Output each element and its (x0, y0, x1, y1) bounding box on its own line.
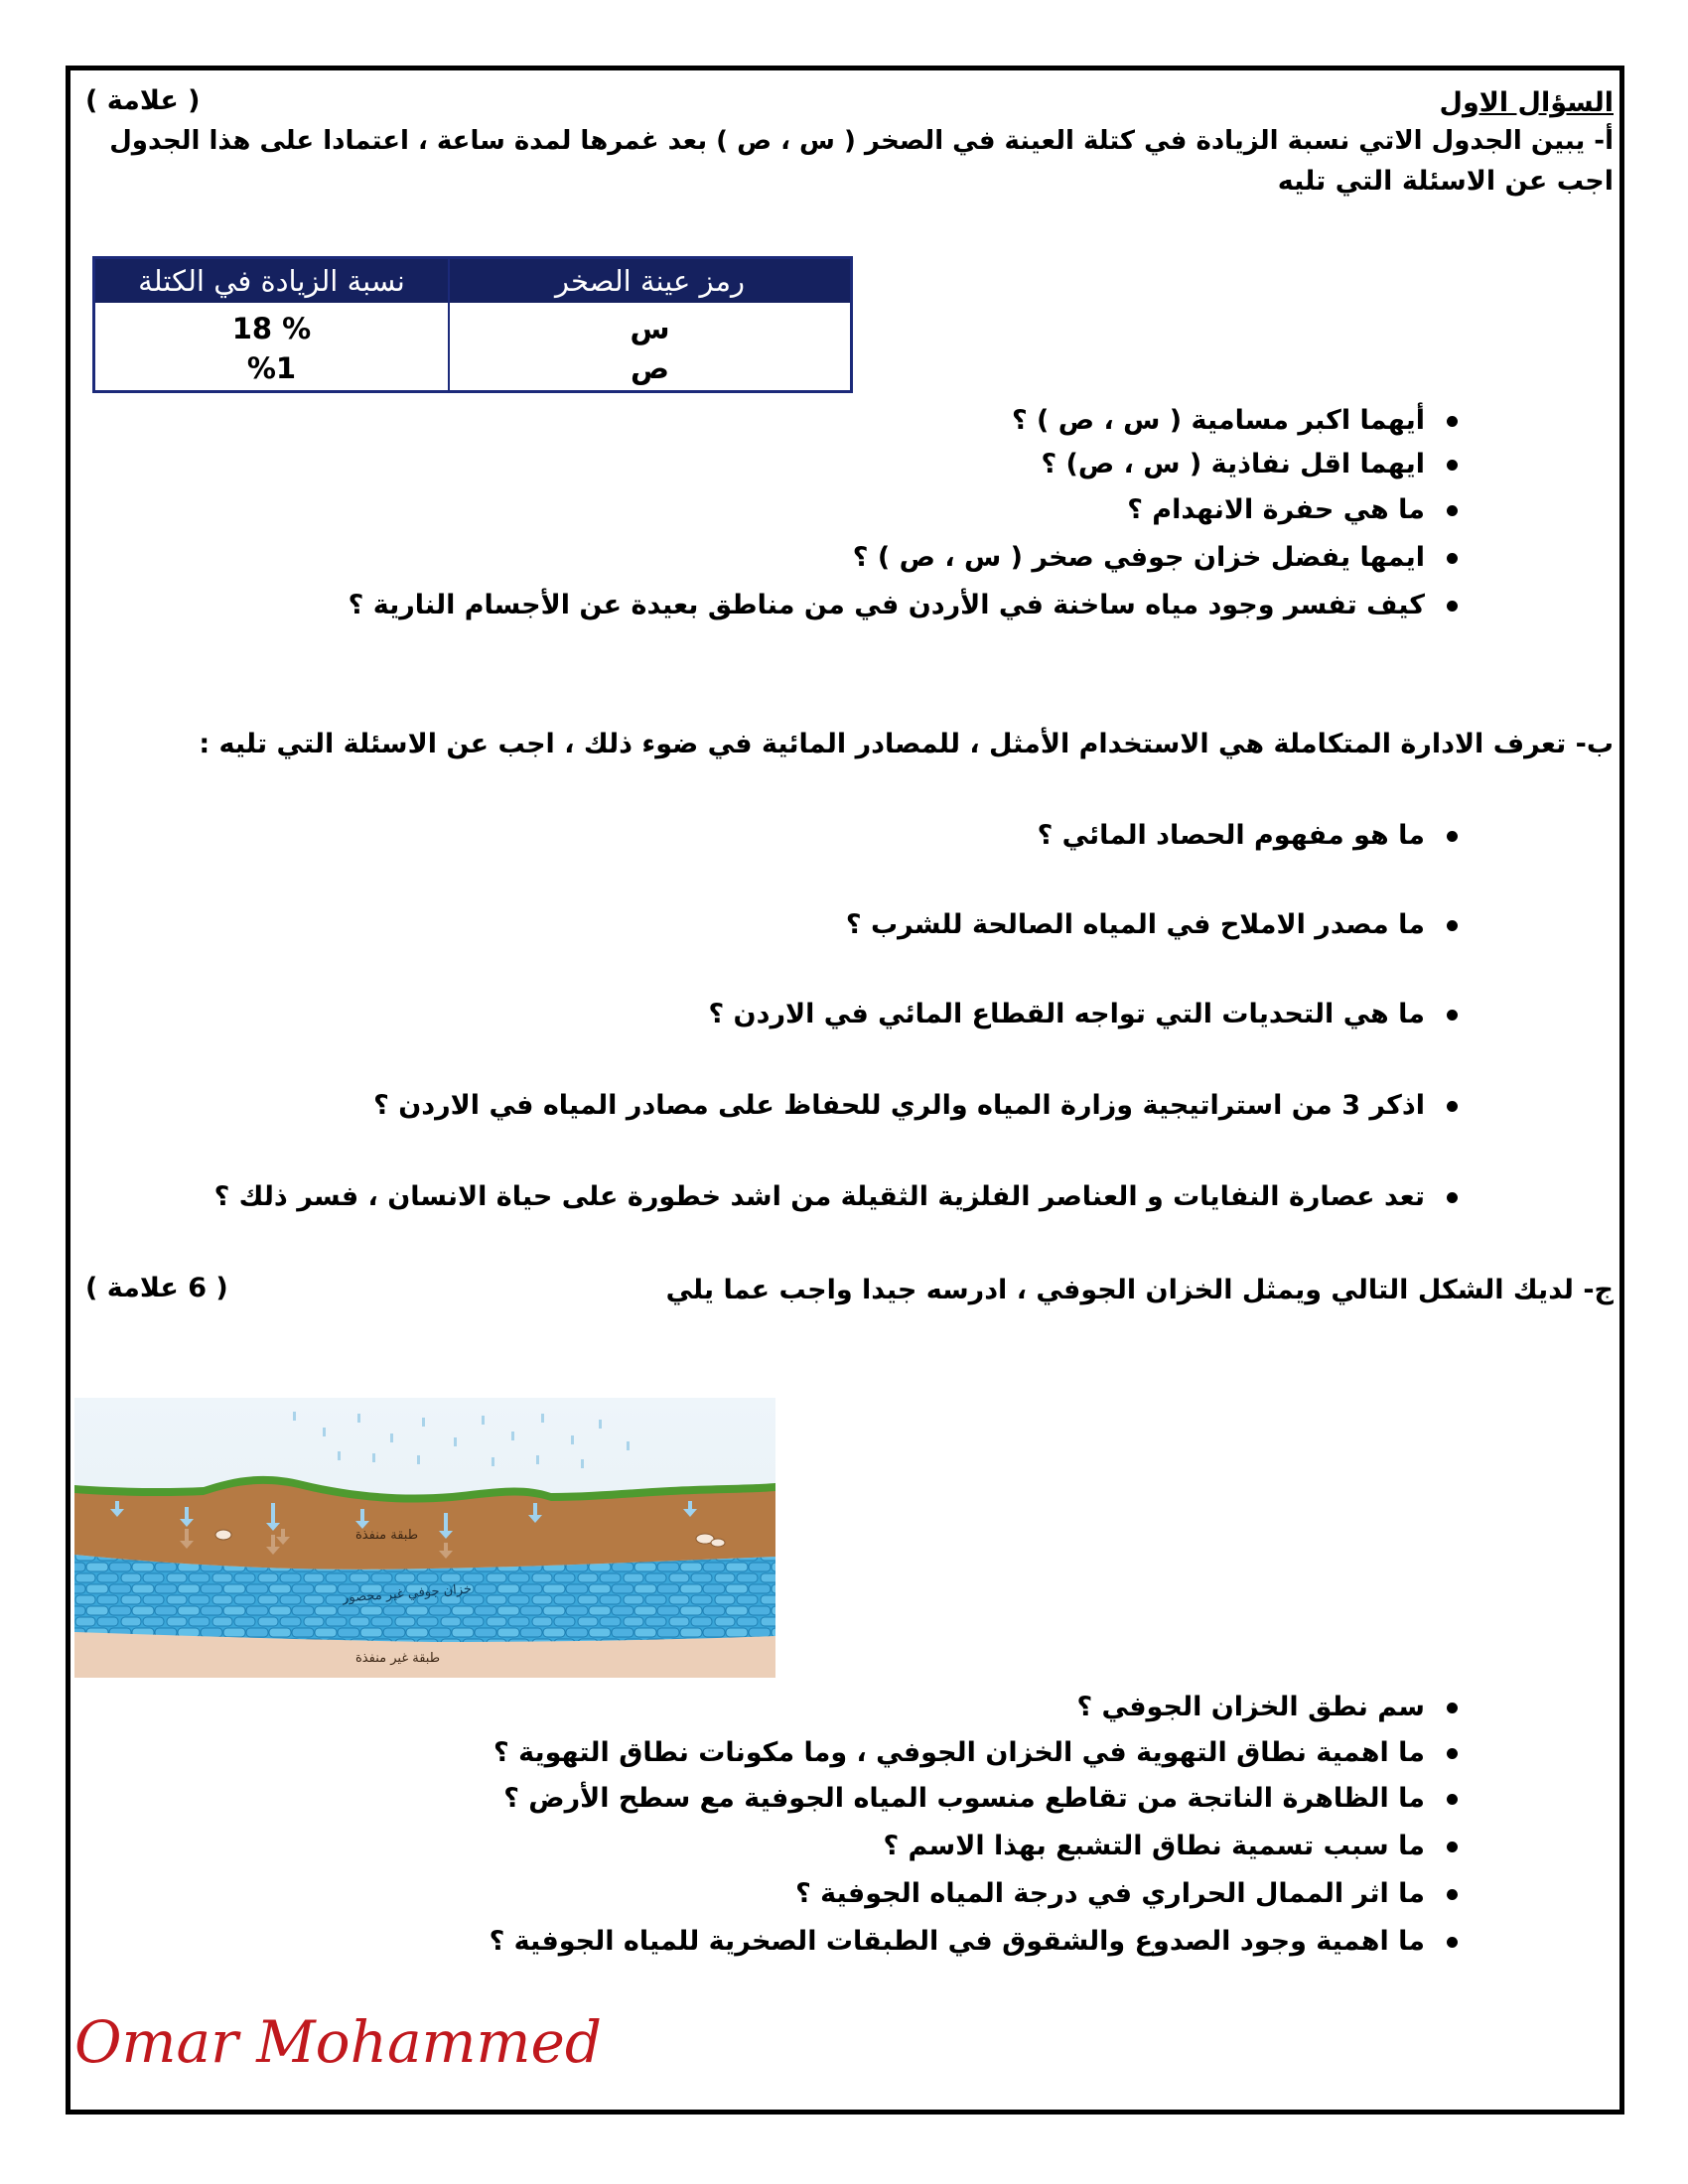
bullet-icon (1447, 1010, 1458, 1021)
part-b-intro: ب- تعرف الادارة المتكاملة هي الاستخدام الأمثل ، للمصادر المائية في ضوء ذلك ، اجب عن الاسئلة التي تليه : (199, 729, 1614, 759)
bullet-icon (1447, 1937, 1458, 1948)
question-marks: ( علامة ) (85, 85, 201, 116)
bullet-icon (1447, 553, 1458, 564)
bullet-icon (1447, 460, 1458, 471)
bullet-icon (1447, 1703, 1458, 1713)
bullet-icon (1447, 920, 1458, 931)
table-cell-increase-1: 18 % (231, 312, 312, 345)
bullet-icon (1447, 1748, 1458, 1759)
bullet-icon (1447, 505, 1458, 516)
bullet-icon (1447, 1842, 1458, 1852)
pebble (215, 1530, 231, 1540)
part-c-marks: ( 6 علامة ) (85, 1273, 228, 1303)
list-item: ايهما اقل نفاذية ( س ، ص) ؟ (1041, 445, 1458, 484)
bullet-icon (1447, 1192, 1458, 1203)
list-item: كيف تفسر وجود مياه ساخنة في الأردن في من مناطق بعيدة عن الأجسام النارية ؟ (349, 586, 1458, 625)
bullet-icon (1447, 1101, 1458, 1112)
bullet-icon (1447, 1889, 1458, 1900)
question-title: السؤال الاول (1439, 87, 1614, 118)
list-item: ما سبب تسمية نطاق التشبع بهذا الاسم ؟ (883, 1827, 1458, 1866)
header-symbol: رمز عينة الصخر (554, 264, 746, 298)
pebble (711, 1539, 725, 1547)
list-item: ما اثر الممال الحراري في درجة المياه الجوفية ؟ (795, 1874, 1458, 1914)
bullet-icon (1447, 601, 1458, 612)
list-item: ما اهمية وجود الصدوع والشقوق في الطبقات الصخرية للمياه الجوفية ؟ (490, 1922, 1458, 1962)
label-aquifer: خزان جوفي غير محصور (342, 1581, 473, 1606)
bullet-icon (1447, 831, 1458, 842)
aquifer-diagram (74, 1398, 775, 1678)
part-c-intro: ج- لديك الشكل التالي ويمثل الخزان الجوفي ، ادرسه جيدا واجب عما يلي (665, 1275, 1614, 1305)
list-item: ما هي التحديات التي تواجه القطاع المائي في الاردن ؟ (708, 995, 1458, 1034)
list-item: ما الظاهرة الناتجة من تقاطع منسوب المياه الجوفية مع سطح الأرض ؟ (503, 1779, 1458, 1819)
rock-sample-table (92, 256, 853, 393)
list-item: ما مصدر الاملاح في المياه الصالحة للشرب ؟ (846, 905, 1458, 945)
aquifer-illustration (74, 1398, 775, 1678)
author-signature: Omar Mohammed (74, 2008, 602, 2076)
list-item: أيهما اكبر مسامية ( س ، ص ) ؟ (1012, 401, 1458, 441)
list-item: ما هو مفهوم الحصاد المائي ؟ (1038, 816, 1458, 856)
list-item: اذكر 3 من استراتيجية وزارة المياه والري للحفاظ على مصادر المياه في الاردن ؟ (373, 1086, 1458, 1126)
bullet-icon (1447, 416, 1458, 427)
list-item: ما اهمية نطاق التهوية في الخزان الجوفي ، وما مكونات نطاق التهوية ؟ (493, 1733, 1458, 1773)
part-a-intro-line1: أ- يبين الجدول الاتي نسبة الزيادة في كتلة العينة في الصخر ( س ، ص ) بعد غمرها لمدة ساعة ، اعتمادا على هذا الجدول (109, 126, 1614, 156)
table-cell-symbol-2: ص (630, 351, 669, 385)
part-a-intro-line2: اجب عن الاسئلة التي تليه (1277, 166, 1614, 197)
list-item: ايمها يفضل خزان جوفي صخر ( س ، ص ) ؟ (853, 538, 1458, 578)
list-item: تعد عصارة النفايات و العناصر الفلزية الثقيلة من اشد خطورة على حياة الانسان ، فسر ذلك ؟ (214, 1177, 1458, 1217)
list-item: ما هي حفرة الانهدام ؟ (1127, 490, 1458, 530)
bullet-icon (1447, 1794, 1458, 1805)
label-permeable-layer: طبقة منفذة (355, 1528, 419, 1543)
header-increase: نسبة الزيادة في الكتلة (138, 264, 405, 298)
table-cell-increase-2: %1 (246, 351, 297, 385)
table-cell-symbol-1: س (630, 312, 670, 345)
list-item: سم نطق الخزان الجوفي ؟ (1077, 1688, 1459, 1727)
label-impermeable-layer: طبقة غير منفذة (355, 1651, 441, 1666)
